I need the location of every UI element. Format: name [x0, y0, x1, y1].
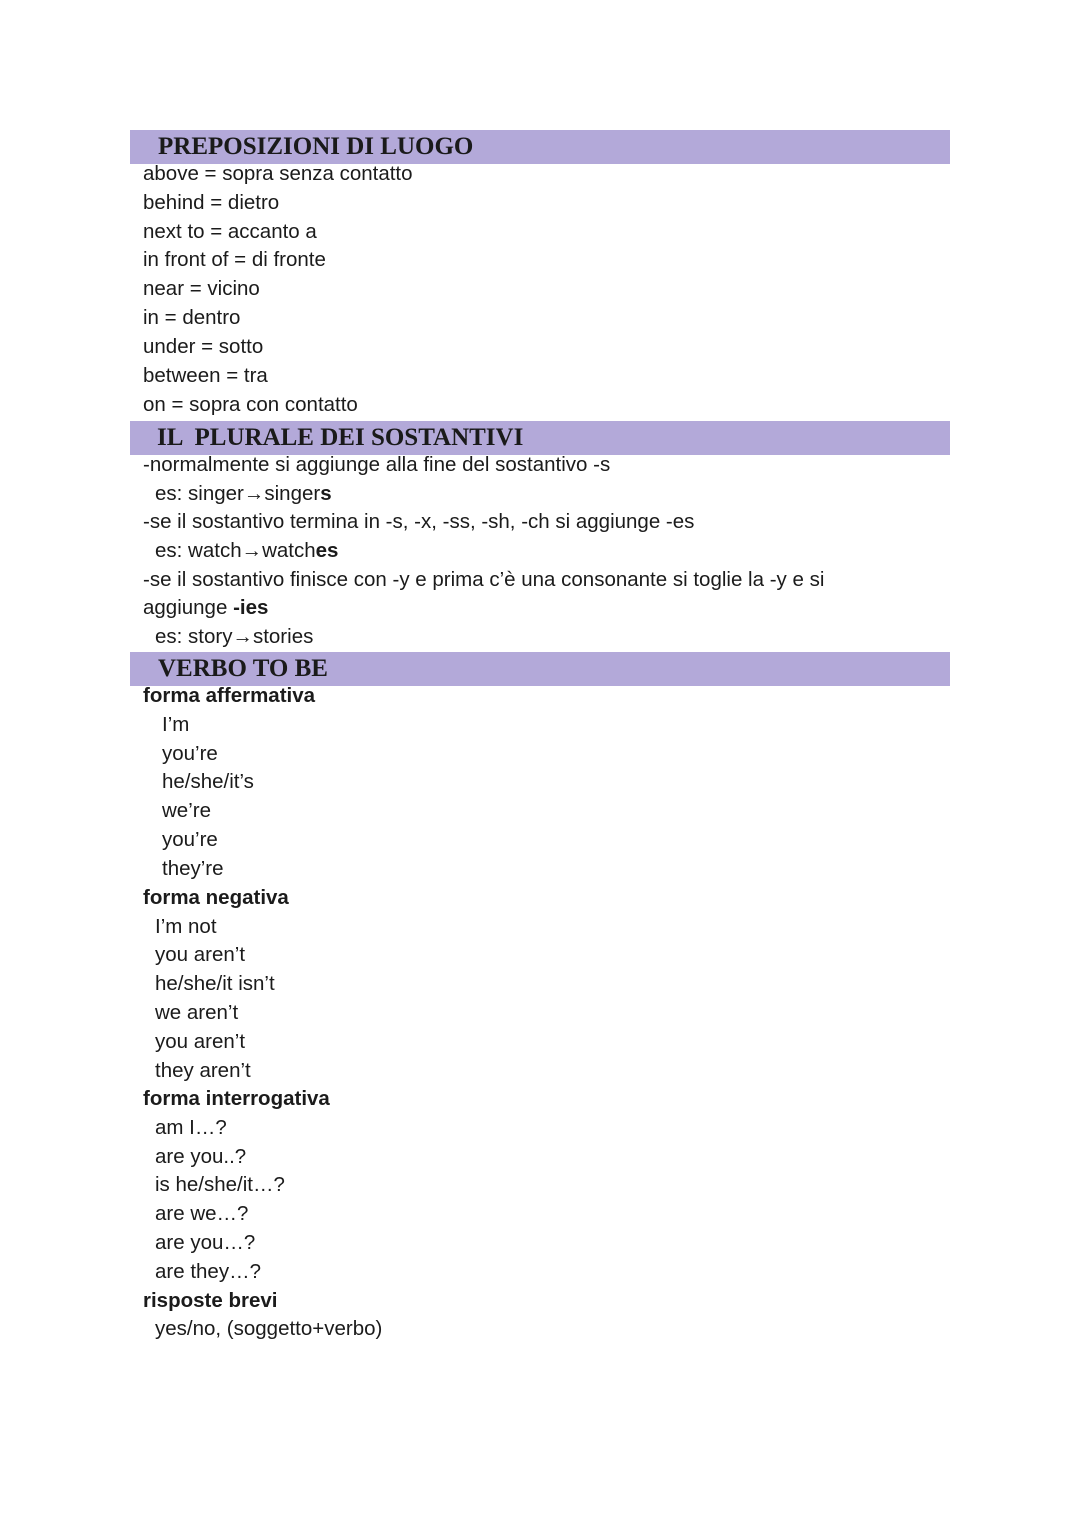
section-header-prepositions: PREPOSIZIONI DI LUOGO: [130, 130, 950, 164]
preposition-item: in = dentro: [143, 306, 241, 329]
affirmative-form: you’re: [162, 742, 218, 765]
interrogative-form: are they…?: [155, 1260, 261, 1283]
example-suffix: es: [315, 539, 339, 562]
affirmative-heading: forma affermativa: [143, 684, 316, 707]
plural-rule-3-continued: [143, 594, 268, 623]
negative-form: they aren’t: [155, 1059, 251, 1082]
affirmative-form: they’re: [162, 857, 224, 880]
preposition-item: next to = accanto a: [143, 220, 317, 243]
negative-form: you aren’t: [155, 943, 246, 966]
preposition-item: behind = dietro: [143, 191, 280, 214]
preposition-item: on = sopra con contatto: [143, 393, 358, 416]
interrogative-form: is he/she/it…?: [155, 1173, 285, 1196]
interrogative-form: are we…?: [155, 1202, 249, 1225]
interrogative-form: are you..?: [155, 1145, 247, 1168]
plural-rule-2: -se il sostantivo termina in -s, -x, -ss, -sh, -ch si aggiunge -es: [143, 510, 695, 533]
affirmative-form: he/she/it’s: [162, 770, 254, 793]
short-answers-heading: risposte brevi: [143, 1289, 278, 1312]
plural-example-1: [155, 480, 332, 509]
section-header-plural: IL PLURALE DEI SOSTANTIVI: [130, 421, 950, 455]
affirmative-form: you’re: [162, 828, 218, 851]
preposition-item: in front of = di fronte: [143, 248, 326, 271]
example-suffix: s: [320, 482, 332, 505]
negative-heading: forma negativa: [143, 886, 289, 909]
preposition-item: under = sotto: [143, 335, 264, 358]
preposition-item: between = tra: [143, 364, 268, 387]
plural-rule-1: -normalmente si aggiunge alla fine del sostantivo -s: [143, 453, 611, 476]
negative-form: I’m not: [155, 915, 217, 938]
example-text: es: watch→watch: [155, 539, 316, 562]
short-answers-text: yes/no, (soggetto+verbo): [155, 1317, 383, 1340]
affirmative-form: we’re: [162, 799, 211, 822]
rule-text: aggiunge: [143, 596, 234, 619]
negative-form: you aren’t: [155, 1030, 246, 1053]
preposition-item: near = vicino: [143, 277, 260, 300]
section-header-to-be: VERBO TO BE: [130, 652, 950, 686]
rule-suffix: -ies: [233, 596, 269, 619]
affirmative-form: I’m: [162, 713, 190, 736]
preposition-item: above = sopra senza contatto: [143, 162, 413, 185]
plural-rule-3: -se il sostantivo finisce con -y e prima c’è una consonante si toglie la -y e si: [143, 568, 825, 591]
negative-form: we aren’t: [155, 1001, 239, 1024]
interrogative-form: am I…?: [155, 1116, 227, 1139]
interrogative-heading: forma interrogativa: [143, 1087, 330, 1110]
plural-example-2: [155, 537, 338, 566]
example-text: es: singer→singer: [155, 482, 321, 505]
plural-example-3: es: story→stories: [155, 625, 314, 648]
interrogative-form: are you…?: [155, 1231, 256, 1254]
negative-form: he/she/it isn’t: [155, 972, 275, 995]
